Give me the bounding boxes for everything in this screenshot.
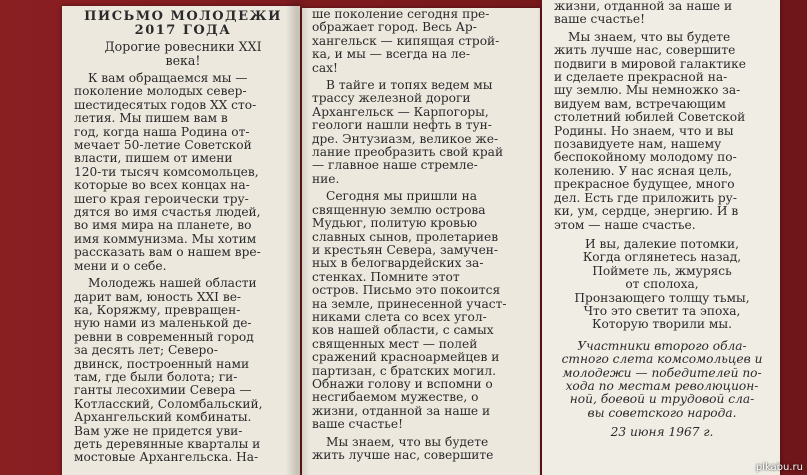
title-line-1: ПИСЬМО МОЛОДЕЖИ [84, 9, 282, 24]
title-line-2: 2017 ГОДА [134, 23, 232, 38]
paragraph: Мы знаем, что вы будете жить лучше нас, совершите [312, 434, 494, 462]
letter-title [74, 10, 292, 38]
paragraph: Молодежь нашей области дарит вам, юность XXI ве- ка, Коряжму, превращен- ную нами из маленькой де- ревни в современный город за десять лет; Северо- двинск, построенный нами там, где были болота; ги- ганты лесохимии Севера — Котласский, Соломбальский, Архангельский комбинаты. Вам уже не придется уви- деть деревянные кварталы и мостовые Архангельска. На- [74, 276, 263, 465]
paragraph: К вам обращаемся мы — поколение молодых север- шестидесятых годов XX сто- летия. Мы пишем вам в год, когда наша Родина от- мечает 50-летие Советской власти, пишем от имени 120-ти тысяч комсомольцев, которые во всех концах на- шего края героически тру- дятся во имя счастья людей, во имя мира на планете, во имя коммунизма. Мы хотим рассказать вам о нашем вре- мени и о себе. [74, 71, 261, 273]
paragraph: В тайге и топях ведем мы трассу железной дороги Архангельск — Карпогоры, геологи нашли нефть в тун- дре. Энтузиазм, великое же- лание преобразить свой край — главное наше стремле- ние. [312, 78, 504, 186]
paragraph: ше поколение сегодня пре- ображает город. Весь Ар- хангельск — кипящая строй- ка, и мы — всегда на ле- сах! [312, 8, 500, 75]
letter-column-2 [302, 8, 540, 475]
greeting: Дорогие ровесники XXI века! [104, 39, 262, 68]
letter-date: 23 июня 1967 г. [610, 425, 714, 440]
letter-column-1 [62, 6, 300, 475]
paragraph: Сегодня мы пришли на священную землю острова Мудьюг, политую кровью славных сынов, пролетариев и крестьян Севера, замучен- ных в белогвардейских за- стенках. Помните этот остров. Письмо это покоится на земле, принесенной участ- никами слета со всех угол- ков нашей области, с самых священных мест — полей сражений красноармейцев и партизан, с братских могил. Обнажи голову и вспомни о несгибаемом мужестве, о жизни, отданной за наше и ваше счастье! [312, 189, 507, 432]
letter-column-3 [542, 0, 780, 475]
paragraph: жизни, отданной за наше и ваше счастье! [554, 0, 733, 27]
watermark: pikabu.ru [755, 462, 803, 473]
signature: Участники второго обла- стного слета комсомольцев и молодежи — победителей по- хода по местам революцион- ной, боевой и трудовой сла- вы советского народа. [561, 338, 763, 420]
paragraph: Мы знаем, что вы будете жить лучше нас, совершите подвиги в мировой галактике и сделаете прекрасной на- шу землю. Мы немножко за- видуем вам, встречающим столетний юбилей Советской Родины. Но знаем, что и вы позавидуете нам, нашему беспокойному молодому по- колению. У нас ясная цель, прекрасное будущее, много дел. Есть где приложить ру- ки, ум, сердце, энергию. И в этом — наше счастье. [554, 29, 746, 232]
poem: И вы, далекие потомки, Когда оглянетесь назад, Поймете ль, жмурясь от сполоха, Пронзающего толщу тьмы, Что это светит та эпоха, Которую творили мы. [574, 236, 750, 332]
